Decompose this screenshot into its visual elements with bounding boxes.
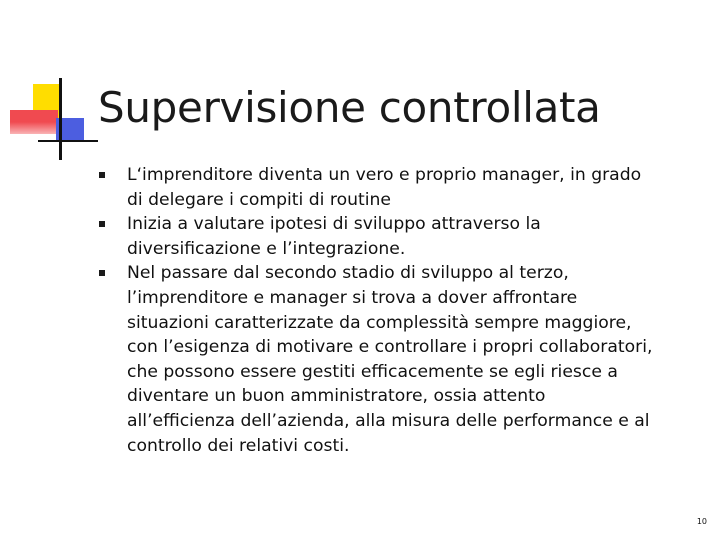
square-bullet-icon — [99, 270, 105, 276]
logo-red-rectangle — [10, 110, 58, 134]
logo-vertical-line — [59, 78, 62, 160]
square-bullet-icon — [99, 172, 105, 178]
bullet-item — [96, 212, 656, 261]
bullet-text: Inizia a valutare ipotesi di sviluppo attraverso la diversificazione e l’integrazione. — [127, 214, 541, 259]
decorative-logo — [0, 0, 100, 170]
bullet-item — [96, 261, 656, 458]
bullet-text: L‘imprenditore diventa un vero e proprio manager, in grado di delegare i compiti di routine — [127, 165, 642, 210]
logo-horizontal-line — [38, 140, 98, 142]
square-bullet-icon — [99, 221, 105, 227]
bullet-list — [96, 163, 656, 458]
slide-title: Supervisione controllata — [98, 83, 601, 132]
bullet-text: Nel passare dal secondo stadio di sviluppo al terzo, l’imprenditore e manager si trova a dover affrontare situazioni caratterizzate da complessità sempre maggiore, con l’esigenza di motivare e controllare i propri collaboratori, che possono essere gestiti efficacemente se egli riesce a diventare un buon amministratore, ossia attento all’efficienza dell’azienda, alla misura delle performance e al controllo dei relativi costi. — [127, 263, 653, 456]
page-number: 10 — [696, 517, 707, 526]
bullet-item — [96, 163, 656, 212]
